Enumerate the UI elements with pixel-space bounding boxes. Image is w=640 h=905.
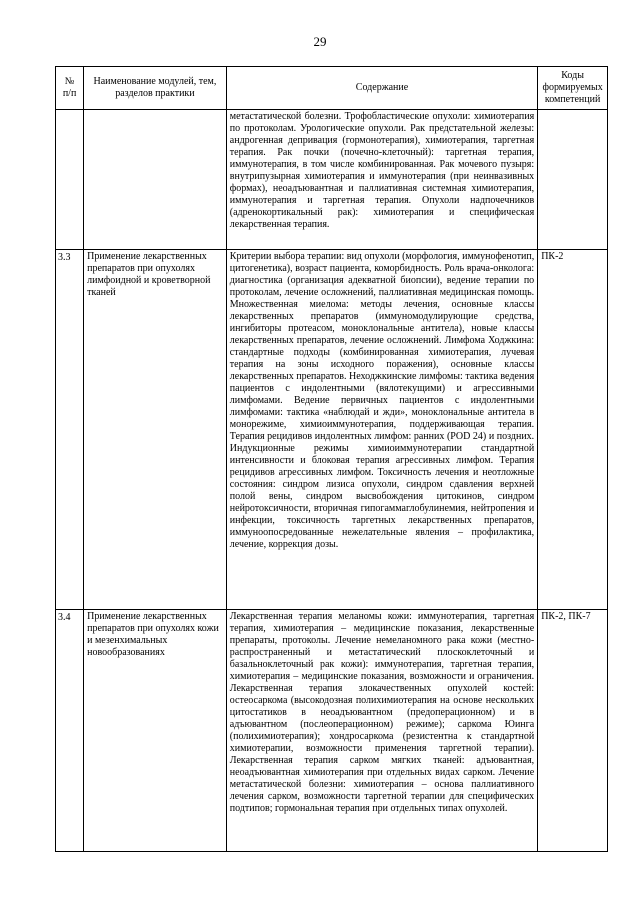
row-module-name (84, 110, 227, 250)
table-row (56, 250, 608, 610)
row-competency-codes: ПК-2, ПК-7 (538, 610, 608, 852)
header-competency-codes: Коды формируемых компетенций (538, 67, 608, 110)
table-header-row (56, 67, 608, 110)
header-number-line1: № (64, 76, 75, 87)
header-content: Содержание (226, 67, 537, 110)
table-row (56, 610, 608, 852)
row-number: 3.4 (56, 610, 84, 852)
row-module-name: Применение лекарственных препаратов при опухолях лимфоидной и кроветворной тканей (84, 250, 227, 610)
row-module-name: Применение лекарственных препаратов при опухолях кожи и мезенхимальных новообразованиях (84, 610, 227, 852)
row-competency-codes (538, 110, 608, 250)
row-content: Лекарственная терапия меланомы кожи: иммунотерапия, таргетная терапия, химиотерапия – медицинские показания, лекарственные препараты, протоколы. Лечение немеланомного рака кожи (местно-распространенный и метастатический плоскоклеточный и базальноклеточный рак кожи): иммунотерапия, таргетная терапия, химиотерапия – медицинские показания, возможности и ограничения. Лекарственная терапия злокачественных опухолей костей: остеосаркома (высокодозная полихимиотерапия на основе нескольких цитостатиков в неоадъювантном (предоперационном) и в адъювантном (послеоперационном) режиме); саркома Юинга (полихимиотерапия); хондросаркома (резистентна к стандартной химиотерапии, возможности применения таргетной терапии). Лекарственная терапия сарком мягких тканей: адъювантная, неоадъювантная химиотерапия при отдельных видах сарком. Лечение метастатической болезни: химиотерапия – основа паллиативного лечения сарком, возможности таргетной терапии для специфических подтипов; гормональная терапия при отдельных типах опухолей. (226, 610, 537, 852)
row-number (56, 110, 84, 250)
page-number: 29 (313, 34, 327, 49)
header-number (56, 67, 84, 110)
row-number: 3.3 (56, 250, 84, 610)
row-content: метастатической болезни. Трофобластические опухоли: химиотерапия по протоколам. Урологические опухоли. Рак предстательной железы: андрогенная депривация (гормонотерапия), химиотерапия, таргетная терапия. Рак почки (почечно-клеточный): таргетная терапия, иммунотерапия, в том числе комбинированная. Рак мочевого пузыря: внутрипузырная химиотерапия и иммунотерапия (при неинвазивных формах), неоадъювантная и паллиативная системная химиотерапия, иммунотерапия и таргетная терапия. Опухоли надпочечников (адренокортикальный рак): химиотерапия и специфическая лекарственная терапия. (226, 110, 537, 250)
table-row (56, 110, 608, 250)
header-module-name: Наименование модулей, тем, разделов практики (84, 67, 227, 110)
header-number-line2: п/п (62, 88, 77, 99)
row-content: Критерии выбора терапии: вид опухоли (морфология, иммунофенотип, цитогенетика), возраст пациента, коморбидность. Роль врача-онколога: диагностика (организация адекватной биопсии), ведение терапии по протоколам, лечение осложнений, паллиативная медицинская помощь. Множественная миелома: методы лечения, основные классы лекарственных препаратов (иммуномодулирующие средства, ингибиторы протеасом, моноклональные антитела), новые классы лекарственных препаратов, лечение осложнений. Лимфома Ходжкина: стандартные подходы (комбинированная химиотерапия, лучевая терапия на зоны исходного поражения), основные классы лекарственных препаратов. Неходжкинские лимфомы: тактика ведения пациентов с индолентными (вялотекущими) и агрессивными лимфомами. Ведение первичных пациентов с индолентными лимфомами: тактика «наблюдай и жди», моноклональные антитела в монорежиме, химиоиммунотерапия, поддерживающая терапия. Терапия рецидивов индолентных лимфом: ранних (POD 24) и поздних. Индукционные режимы химиоиммунотерапии стандартной интенсивности и блоковая терапия агрессивных лимфом. Терапия рецидивов агрессивных лимфом. Токсичность лечения и неотложные состояния: синдром лизиса опухоли, синдром сдавления верхней полой вены, синдром высвобождения цитокинов, синдром нейротоксичности, вторичная гипогаммаглобулинемия, нейтропения и инфекции, токсичность таргетных лекарственных препаратов, иммуноопосредованные нежелательные явления – профилактика, лечение, коррекция дозы. (226, 250, 537, 610)
row-competency-codes: ПК-2 (538, 250, 608, 610)
curriculum-table (55, 66, 608, 852)
